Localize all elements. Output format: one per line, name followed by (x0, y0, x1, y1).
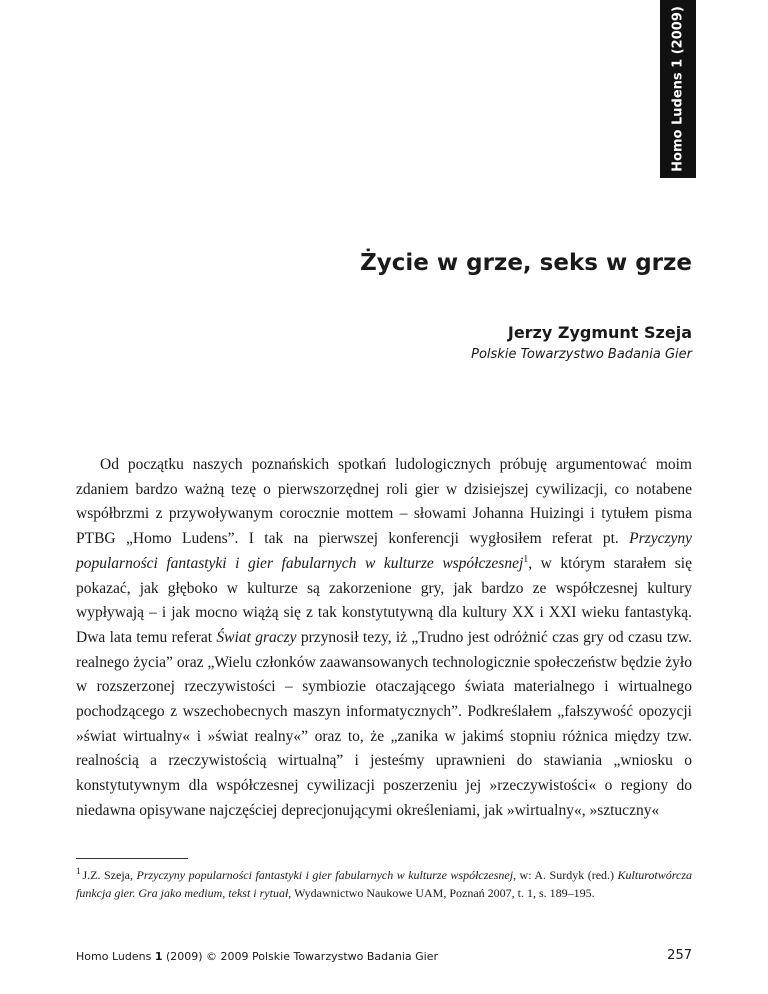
running-header-tab (660, 0, 696, 178)
footer-journal: Homo Ludens (76, 950, 152, 963)
footnote-text: J.Z. Szeja, (82, 868, 137, 882)
cited-title: Przyczyny popularności fantastyki i gier fabularnych w kulturze współczesnej (76, 530, 692, 572)
page-number: 257 (667, 948, 692, 963)
page-footer (76, 950, 438, 963)
cited-title: Świat graczy (216, 628, 297, 646)
footnote-cited-title: Kulturotwórcza funkcja gier. Gra jako medium, tekst i rytuał (76, 868, 692, 900)
body-paragraph (76, 453, 692, 824)
article-title: Życie w grze, seks w grze (360, 250, 692, 276)
author-affiliation: Polskie Towarzystwo Badania Gier (471, 347, 692, 362)
footnote-text: , w: A. Surdyk (red.) (513, 868, 618, 882)
running-header: Homo Ludens 1 (2009) (670, 6, 686, 172)
footnote-marker: 1 (523, 553, 529, 565)
footnote-text: , Wydawnictwo Naukowe UAM, Poznań 2007, t. 1, s. 189–195. (288, 886, 595, 900)
footnote-number: 1 (76, 866, 81, 876)
footnote-divider (76, 858, 188, 859)
footer-copyright: (2009) © 2009 Polskie Towarzystwo Badania Gier (162, 950, 439, 963)
footer-volume: 1 (154, 950, 163, 963)
footnote (76, 866, 692, 902)
body-text-segment: Od początku naszych poznańskich spotkań ludologicznych próbuję argumentować moim zdaniem bardzo ważną tezę o pierwszorzędnej roli gier w dzisiejszej cywilizacji, co notabene współbrzmi z przywoływanym corocznie mottem – słowami Johanna Huizingi i tytułem pisma PTBG „Homo Ludens”. I tak na pierwszej konferencji wygłosiłem referat pt. (76, 456, 692, 548)
author-name: Jerzy Zygmunt Szeja (507, 323, 692, 342)
body-text-segment: przynosił tezy, iż „Trudno jest odróżnić czas gry od czasu tzw. realnego życia” oraz „Wielu członków zaawansowanych technologicznie społeczeństw będzie żyło w rozszerzonej rzeczywistości – symbiozie otaczającego świata materialnego i wirtualnego pochodzącego z wszechobecnych maszyn informatycznych”. Podkreślałem „fałszywość opozycji »świat wirtualny« i »świat realny«” oraz to, że „zanika w jakimś stopniu różnica między tzw. realnością a rzeczywistością wirtualną” i jesteśmy uprawnieni do stawiania „wniosku o konstytutywnym dla współczesnej cywilizacji poszerzeniu jej »rzeczywistości« o regiony do niedawna opisywane najczęściej deprecjonującymi określeniami, jak »wirtualny«, »sztuczny« (76, 628, 693, 819)
footnote-cited-title: Przyczyny popularności fantastyki i gier fabularnych w kulturze współczesnej (136, 868, 514, 882)
body-text-segment: , w którym starałem się pokazać, jak głęboko w kulturze są zakorzenione gry, jak bardzo ze współczesnej kultury wypływają – i jak mocno wiążą się z tak konstytutywną dla kultury XX i XXI wieku fantastyką. Dwa lata temu referat (76, 554, 692, 646)
